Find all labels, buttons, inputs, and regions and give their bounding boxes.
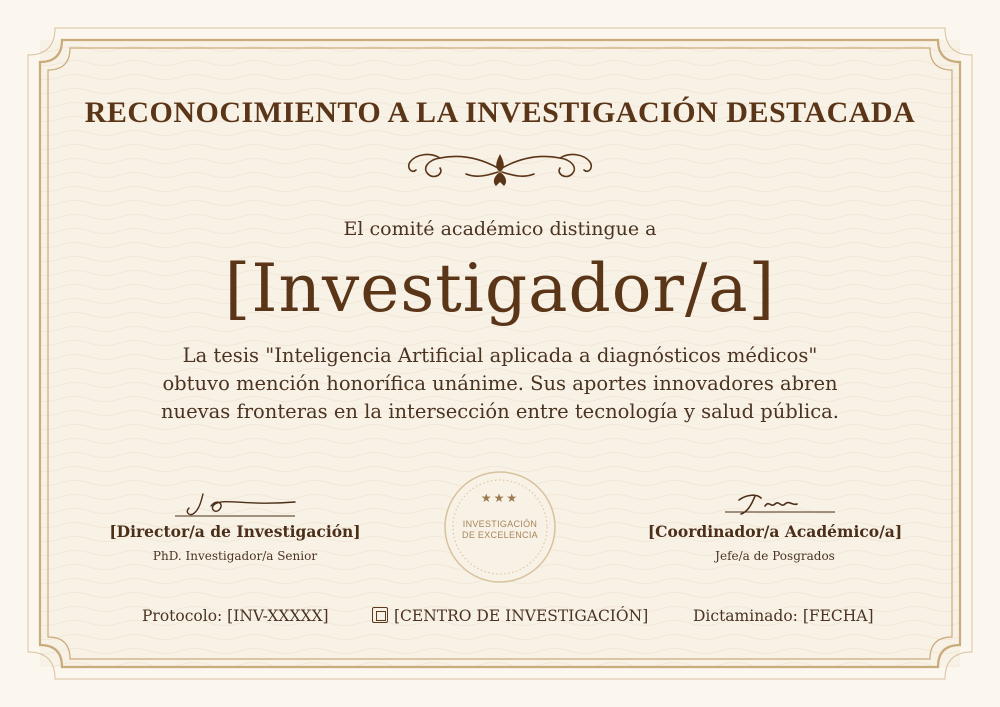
signature-block-left [95, 488, 375, 563]
institution-name [372, 607, 648, 625]
signature-left-name: [Director/a de Investigación] [109, 522, 361, 541]
intro-text: El comité académico distingue a [343, 218, 657, 240]
seal-line-2: DE EXCELENCIA [462, 530, 538, 540]
signature-right-name: [Coordinador/a Académico/a] [647, 522, 903, 541]
protocol-number: Protocolo: [INV-XXXXX] [142, 607, 329, 625]
seal-line-1: INVESTIGACIÓN [462, 519, 538, 529]
issue-date: Dictaminado: [FECHA] [693, 607, 874, 625]
signature-right-role: Jefe/a de Posgrados [715, 549, 835, 563]
institution-box-icon [372, 607, 388, 623]
signature-block-right [635, 488, 915, 563]
seal-text [443, 519, 557, 541]
signature-right-icon [685, 488, 865, 520]
certificate-title: RECONOCIMIENTO A LA INVESTIGACIÓN DESTACADA [84, 96, 916, 129]
signature-left-role: PhD. Investigador/a Senior [152, 549, 318, 563]
signature-left-icon [145, 488, 325, 520]
institution-label: [CENTRO DE INVESTIGACIÓN] [394, 607, 649, 625]
recipient-name: [Investigador/a] [224, 250, 776, 327]
flourish-ornament-icon [400, 148, 600, 192]
seal-stars-icon: ★★★ [480, 491, 520, 505]
certificate-body: La tesis "Inteligencia Artificial aplicada a diagnósticos médicos" obtuvo mención honorífica unánime. Sus aportes innovadores abren nuevas fronteras en la intersección entre tecnología y salud pública. [160, 344, 840, 423]
